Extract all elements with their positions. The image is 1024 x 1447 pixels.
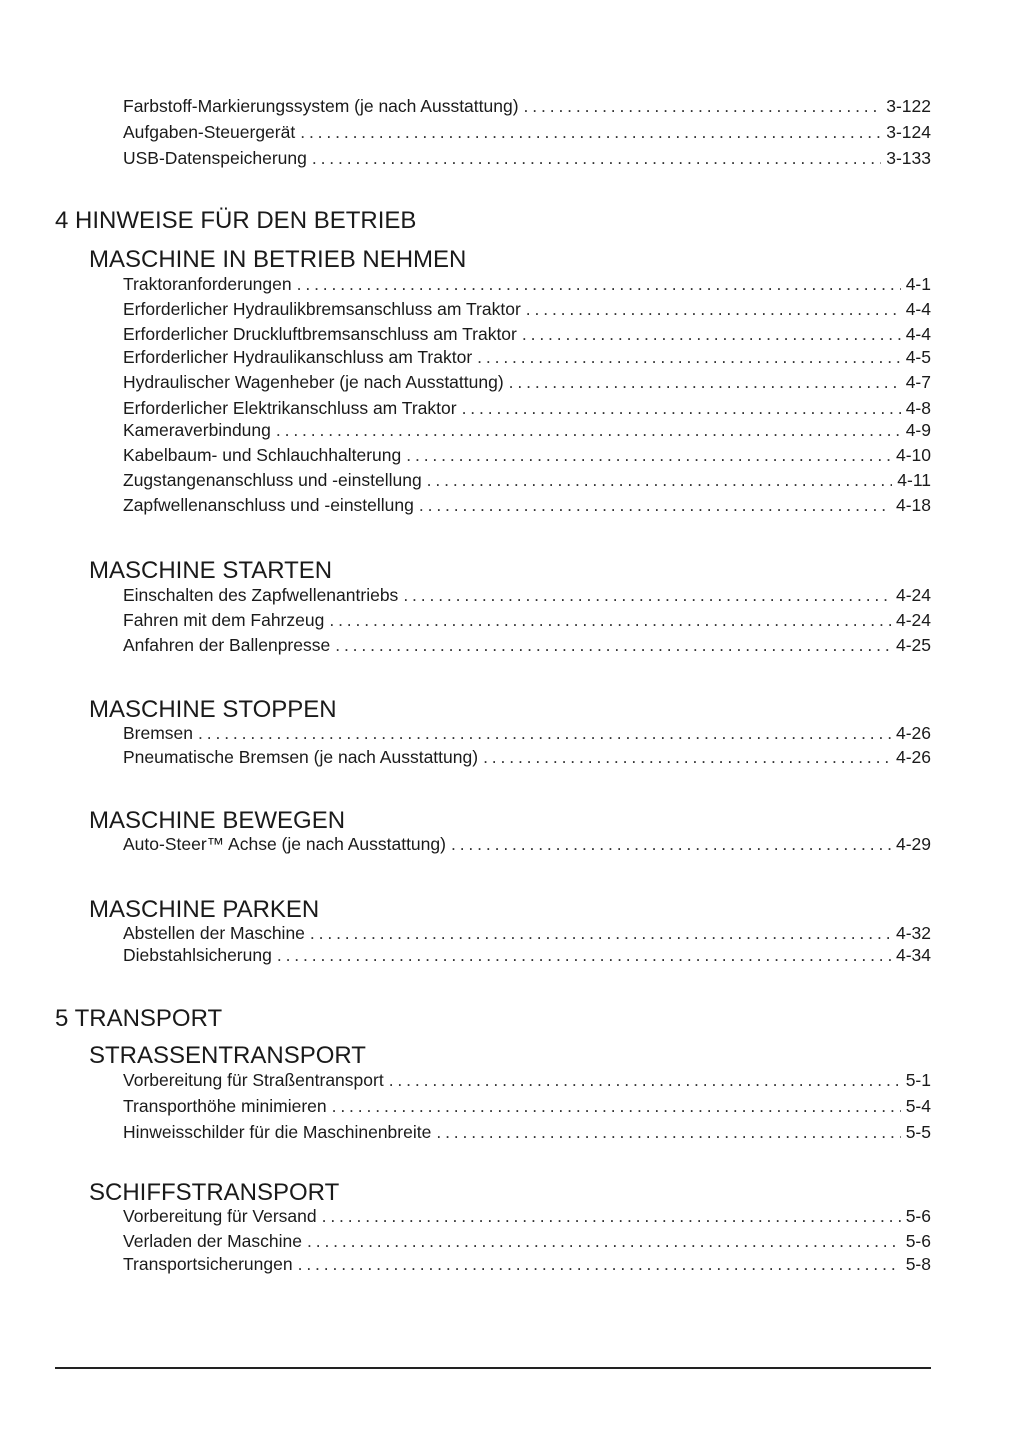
footer-rule xyxy=(55,1367,931,1369)
section-heading: MASCHINE BEWEGEN xyxy=(89,807,346,834)
toc-entry[interactable] xyxy=(123,833,931,855)
dot-leader xyxy=(297,273,901,295)
toc-entry-title: Erforderlicher Elektrikanschluss am Traktor xyxy=(123,398,457,418)
toc-entry-page-number: 4-8 xyxy=(905,398,931,418)
toc-entry[interactable] xyxy=(123,346,931,368)
toc-entry-page-number: 3-133 xyxy=(886,148,931,168)
dot-leader xyxy=(312,147,881,169)
toc-entry[interactable] xyxy=(123,371,931,393)
dot-leader xyxy=(198,722,891,744)
toc-entry[interactable] xyxy=(123,469,931,491)
dot-leader xyxy=(483,746,891,768)
dot-leader xyxy=(509,371,901,393)
toc-entry-page-number: 4-5 xyxy=(905,347,931,367)
dot-leader xyxy=(419,494,891,516)
toc-entry[interactable] xyxy=(123,1121,931,1143)
toc-entry-title: Fahren mit dem Fahrzeug xyxy=(123,610,325,630)
dot-leader xyxy=(462,397,901,419)
toc-entry-title: Zugstangenanschluss und -einstellung xyxy=(123,470,422,490)
dot-leader xyxy=(298,1253,901,1275)
toc-entry-title: Aufgaben-Steuergerät xyxy=(123,122,296,142)
toc-entry[interactable] xyxy=(123,121,931,143)
toc-entry-title: Farbstoff-Markierungssystem (je nach Ausstattung) xyxy=(123,96,519,116)
dot-leader xyxy=(310,922,891,944)
section-heading: MASCHINE STOPPEN xyxy=(89,696,337,723)
toc-entry-page-number: 4-26 xyxy=(895,747,931,767)
toc-entry-title: Transportsicherungen xyxy=(123,1254,293,1274)
dot-leader xyxy=(451,833,891,855)
toc-entry-page-number: 4-4 xyxy=(905,299,931,319)
toc-entry[interactable] xyxy=(123,722,931,744)
toc-entry-title: Hydraulischer Wagenheber (je nach Ausstattung) xyxy=(123,372,504,392)
toc-entry[interactable] xyxy=(123,298,931,320)
toc-entry-page-number: 4-10 xyxy=(895,445,931,465)
dot-leader xyxy=(276,419,901,441)
toc-entry-title: Auto-Steer™ Achse (je nach Ausstattung) xyxy=(123,834,446,854)
dot-leader xyxy=(300,121,881,143)
toc-entry[interactable] xyxy=(123,419,931,441)
toc-entry[interactable] xyxy=(123,584,931,606)
toc-entry-title: Abstellen der Maschine xyxy=(123,923,305,943)
chapter-heading: 4 HINWEISE FÜR DEN BETRIEB xyxy=(55,207,417,234)
dot-leader xyxy=(277,944,891,966)
dot-leader xyxy=(322,1205,901,1227)
toc-entry[interactable] xyxy=(123,1253,931,1275)
toc-entry-title: Erforderlicher Hydraulikbremsanschluss am Traktor xyxy=(123,299,521,319)
toc-entry[interactable] xyxy=(123,609,931,631)
toc-entry-page-number: 4-11 xyxy=(897,470,931,490)
toc-entry[interactable] xyxy=(123,494,931,516)
toc-entry-page-number: 5-5 xyxy=(905,1122,931,1142)
toc-entry-page-number: 4-34 xyxy=(895,945,931,965)
toc-entry-page-number: 5-8 xyxy=(905,1254,931,1274)
toc-entry-page-number: 4-29 xyxy=(895,834,931,854)
toc-entry[interactable] xyxy=(123,147,931,169)
dot-leader xyxy=(477,346,901,368)
toc-entry-title: Kabelbaum- und Schlauchhalterung xyxy=(123,445,402,465)
toc-entry-page-number: 5-1 xyxy=(905,1070,931,1090)
toc-entry-page-number: 4-1 xyxy=(905,274,931,294)
toc-entry-page-number: 4-18 xyxy=(895,495,931,515)
dot-leader xyxy=(332,1095,901,1117)
toc-entry-page-number: 4-9 xyxy=(905,420,931,440)
section-heading: MASCHINE IN BETRIEB NEHMEN xyxy=(89,246,467,273)
toc-entry[interactable] xyxy=(123,444,931,466)
section-heading: SCHIFFSTRANSPORT xyxy=(89,1179,340,1206)
dot-leader xyxy=(403,584,891,606)
dot-leader xyxy=(329,609,891,631)
toc-entry-page-number: 4-4 xyxy=(905,324,931,344)
section-heading: MASCHINE STARTEN xyxy=(89,557,333,584)
toc-entry-page-number: 4-7 xyxy=(905,372,931,392)
toc-entry-title: Traktoranforderungen xyxy=(123,274,292,294)
toc-entry-title: Hinweisschilder für die Maschinenbreite xyxy=(123,1122,432,1142)
toc-entry-title: USB-Datenspeicherung xyxy=(123,148,307,168)
toc-entry-title: Kameraverbindung xyxy=(123,420,271,440)
dot-leader xyxy=(335,634,891,656)
toc-entry-title: Einschalten des Zapfwellenantriebs xyxy=(123,585,399,605)
chapter-heading: 5 TRANSPORT xyxy=(55,1005,223,1032)
dot-leader xyxy=(524,95,882,117)
toc-entry-page-number: 4-32 xyxy=(895,923,931,943)
dot-leader xyxy=(406,444,891,466)
toc-entry[interactable] xyxy=(123,95,931,117)
toc-entry[interactable] xyxy=(123,1069,931,1091)
toc-entry-title: Zapfwellenanschluss und -einstellung xyxy=(123,495,414,515)
toc-entry-page-number: 5-4 xyxy=(905,1096,931,1116)
toc-entry[interactable] xyxy=(123,1205,931,1227)
toc-entry[interactable] xyxy=(123,1095,931,1117)
toc-entry-title: Erforderlicher Hydraulikanschluss am Traktor xyxy=(123,347,473,367)
toc-entry[interactable] xyxy=(123,922,931,944)
toc-entry[interactable] xyxy=(123,323,931,345)
toc-entry-title: Verladen der Maschine xyxy=(123,1231,302,1251)
toc-entry[interactable] xyxy=(123,273,931,295)
section-heading: STRASSENTRANSPORT xyxy=(89,1042,366,1069)
dot-leader xyxy=(427,469,893,491)
toc-entry-page-number: 4-26 xyxy=(895,723,931,743)
toc-entry-title: Anfahren der Ballenpresse xyxy=(123,635,331,655)
toc-entry-page-number: 5-6 xyxy=(905,1231,931,1251)
toc-entry-page-number: 5-6 xyxy=(905,1206,931,1226)
section-heading: MASCHINE PARKEN xyxy=(89,896,320,923)
toc-entry-title: Erforderlicher Druckluftbremsanschluss am Traktor xyxy=(123,324,517,344)
toc-entry-title: Vorbereitung für Versand xyxy=(123,1206,317,1226)
toc-entry-title: Vorbereitung für Straßentransport xyxy=(123,1070,384,1090)
dot-leader xyxy=(389,1069,901,1091)
toc-entry-page-number: 4-24 xyxy=(895,610,931,630)
toc-entry[interactable] xyxy=(123,746,931,768)
dot-leader xyxy=(522,323,901,345)
toc-entry[interactable] xyxy=(123,634,931,656)
toc-entry-title: Bremsen xyxy=(123,723,194,743)
toc-entry-title: Transporthöhe minimieren xyxy=(123,1096,327,1116)
toc-entry-page-number: 4-25 xyxy=(895,635,931,655)
dot-leader xyxy=(526,298,901,320)
dot-leader xyxy=(436,1121,900,1143)
dot-leader xyxy=(307,1230,901,1252)
toc-entry[interactable] xyxy=(123,944,931,966)
toc-entry-title: Pneumatische Bremsen (je nach Ausstattung) xyxy=(123,747,479,767)
toc-entry-page-number: 3-124 xyxy=(886,122,931,142)
toc-entry[interactable] xyxy=(123,1230,931,1252)
toc-entry-page-number: 4-24 xyxy=(895,585,931,605)
toc-entry-page-number: 3-122 xyxy=(886,96,931,116)
toc-entry-title: Diebstahlsicherung xyxy=(123,945,272,965)
toc-entry[interactable] xyxy=(123,397,931,419)
